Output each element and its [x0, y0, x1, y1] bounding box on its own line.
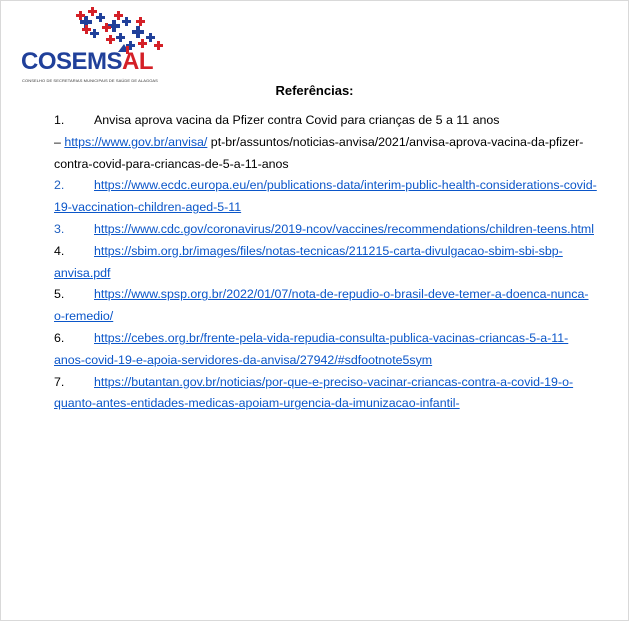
reference-item-3: [54, 219, 614, 241]
reference-item-5: [54, 284, 614, 328]
reference-link[interactable]: https://www.gov.br/anvisa/: [64, 134, 208, 149]
references-heading: Referências:: [275, 83, 354, 98]
reference-number: 5.: [54, 287, 65, 302]
reference-dash: –: [54, 134, 65, 149]
reference-item-1: [54, 110, 614, 175]
reference-link[interactable]: https://butantan.gov.br/noticias/por-que-e-preciso-vacinar-criancas-contra-a-covid-19-o- quanto-antes-entidades-medicas-apoiam-urgencia-da-imunizacao-infantil-: [54, 374, 574, 411]
reference-link[interactable]: https://sbim.org.br/images/files/notas-tecnicas/211215-carta-divulgacao-sbim-sbi-sbp- anvisa.pdf: [54, 243, 563, 280]
reference-number: 7.: [54, 374, 65, 389]
reference-text: contra-covid-para-criancas-de-5-a-11-anos: [54, 156, 289, 171]
logo-subtitle: CONSELHO DE SECRETARIAS MUNICIPAIS DE SAÚDE DE ALAGOAS: [22, 78, 158, 83]
references-list: [54, 110, 614, 415]
reference-link[interactable]: https://www.ecdc.europa.eu/en/publications-data/interim-public-health-considerations-covid- 19-vaccination-children-aged-5-11: [54, 178, 597, 215]
reference-text: pt-br/assuntos/noticias-anvisa/2021/anvisa-aprova-vacina-da-pfizer-: [207, 134, 584, 149]
reference-item-6: [54, 328, 614, 372]
reference-number: 3.: [54, 221, 65, 236]
reference-number: 1.: [54, 113, 65, 127]
reference-number: 4.: [54, 243, 65, 258]
reference-link[interactable]: https://cebes.org.br/frente-pela-vida-repudia-consulta-publica-vacinas-criancas-5-a-11- anos-covid-19-e-apoia-servidores-da-anvisa/27942/#sdfootnote5sym: [54, 330, 569, 367]
reference-link[interactable]: https://www.spsp.org.br/2022/01/07/nota-de-repudio-o-brasil-deve-temer-a-doenca-nunca- o-remedio/: [54, 287, 589, 324]
reference-number: 2.: [54, 178, 65, 193]
reference-item-4: [54, 241, 614, 285]
reference-title: Anvisa aprova vacina da Pfizer contra Covid para crianças de 5 a 11 anos: [94, 113, 500, 127]
reference-item-7: [54, 372, 614, 416]
reference-number: 6.: [54, 330, 65, 345]
logo-wordmark: COSEMSAL: [21, 48, 154, 75]
cosems-al-logo: [18, 6, 178, 86]
reference-link[interactable]: https://www.cdc.gov/coronavirus/2019-ncov/vaccines/recommendations/children-teens.html: [94, 221, 594, 236]
reference-item-2: [54, 175, 614, 219]
